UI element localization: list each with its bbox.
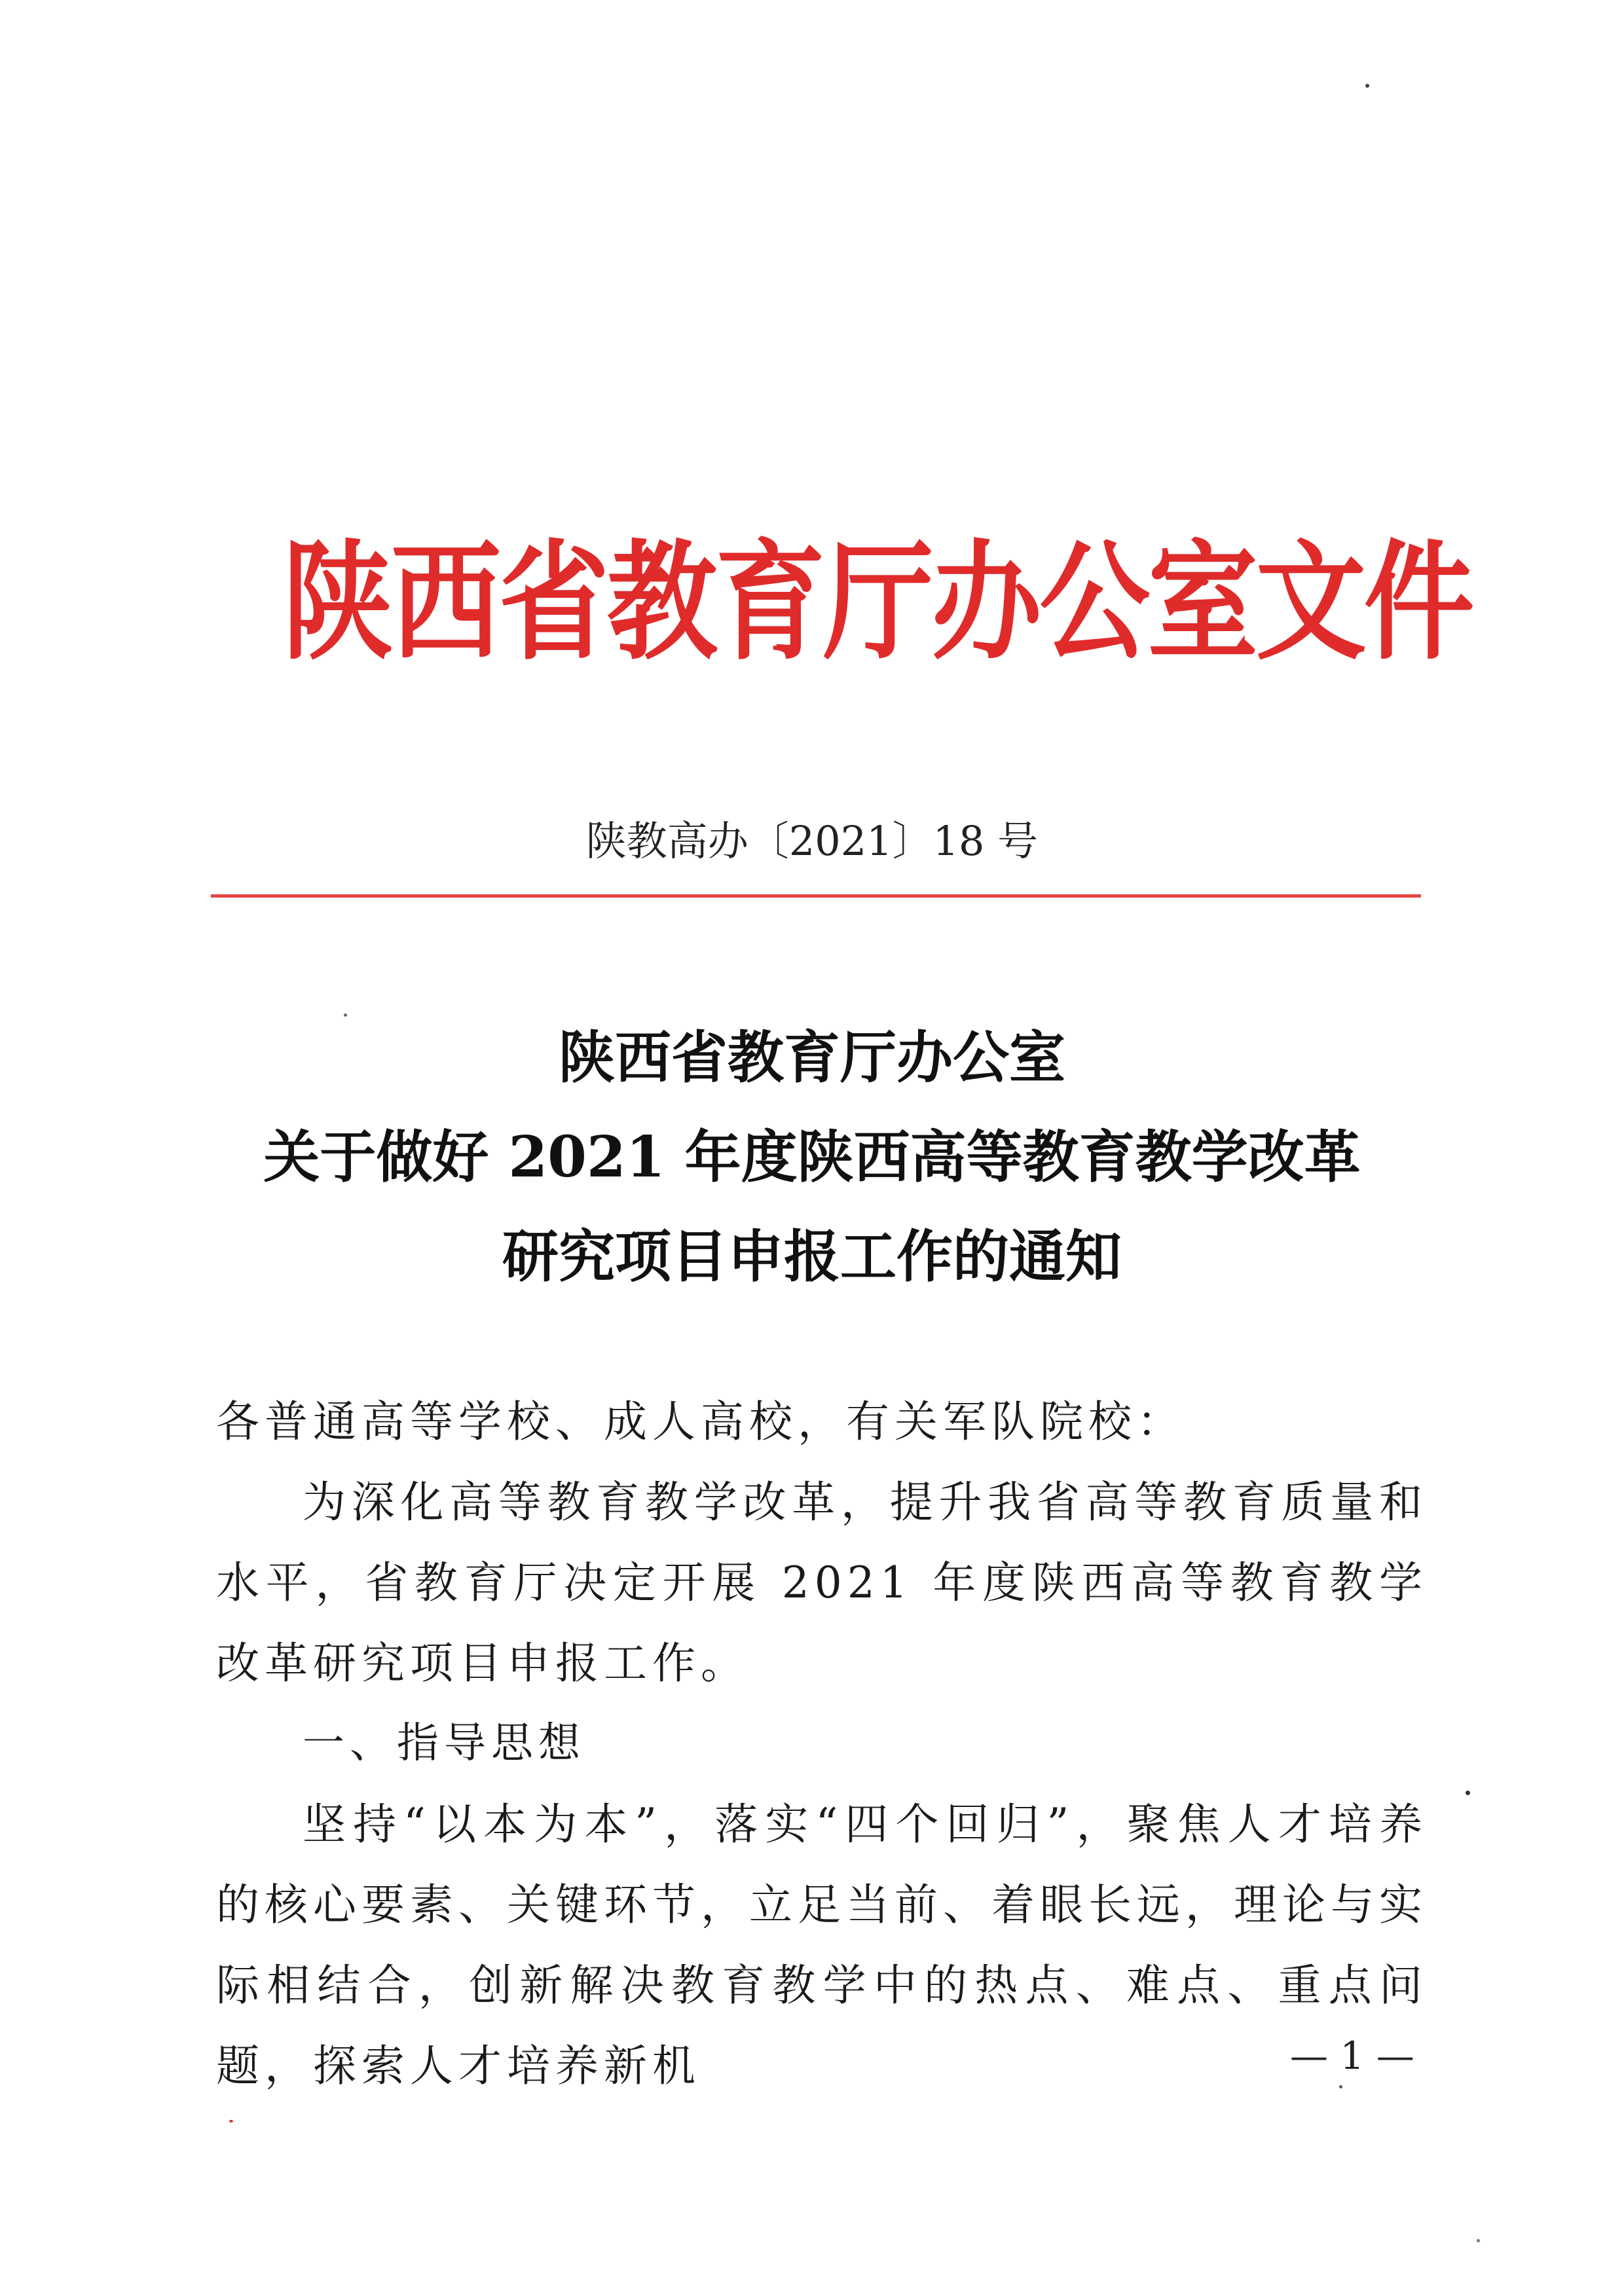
section-paragraph: 坚持“以本为本”，落实“四个回归”，聚焦人才培养的核心要素、关键环节，立足当前、着眼长远，理论与实际相结合，创新解决教育教学中的热点、难点、重点问题，探索人才培养新机 (216, 1799, 1428, 2091)
salutation: 各普通高等学校、成人高校，有关军队院校： (216, 1396, 1185, 1447)
notice-title (0, 1008, 1624, 1307)
scan-speck (229, 2120, 233, 2123)
scan-speck (1477, 2239, 1480, 2242)
title-line-3: 研究项目申报工作的通知 (502, 1224, 1122, 1290)
notice-body (216, 1381, 1428, 2106)
intro-paragraph: 为深化高等教育教学改革，提升我省高等教育质量和水平，省教育厅决定开展 2021 年度陕西高等教育教学改革研究项目申报工作。 (216, 1477, 1428, 1688)
scan-speck (344, 1013, 347, 1017)
scan-speck (1339, 2085, 1342, 2088)
red-divider-line (211, 894, 1421, 898)
section-heading-guiding-ideology: 一、指导思想 (303, 1719, 585, 1768)
issuer-header: 陕西省教育厅办公室文件 (282, 527, 1472, 678)
title-line-1: 陕西省教育厅办公室 (559, 1025, 1065, 1091)
title-line-2: 关于做好 2021 年度陕西高等教育教学改革 (263, 1124, 1361, 1190)
scan-speck (1466, 1791, 1470, 1795)
scan-speck (1365, 84, 1369, 88)
page-number: — 1 — (1290, 2033, 1414, 2078)
document-number: 陕教高办〔2021〕18 号 (585, 817, 1039, 865)
